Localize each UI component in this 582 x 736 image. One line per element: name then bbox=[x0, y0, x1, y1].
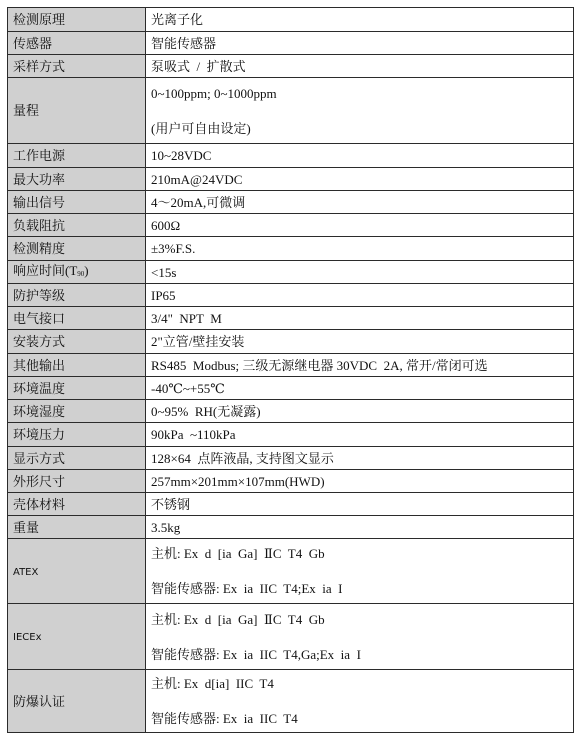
label-installation: 安装方式 bbox=[8, 330, 146, 354]
label-sensor: 传感器 bbox=[8, 32, 146, 55]
row-max-power bbox=[8, 168, 574, 191]
row-accuracy bbox=[8, 237, 574, 261]
row-detection-principle bbox=[8, 8, 574, 32]
row-ambient-temperature bbox=[8, 377, 574, 400]
label-ambient-pressure: 环境压力 bbox=[8, 423, 146, 447]
value-explosion-proof-certification bbox=[146, 670, 574, 733]
value-dimensions: 257mm×201mm×107mm(HWD) bbox=[146, 470, 574, 493]
label-ambient-temperature: 环境温度 bbox=[8, 377, 146, 400]
value-electrical-interface: 3/4" NPT M bbox=[146, 307, 574, 330]
label-output-signal: 输出信号 bbox=[8, 191, 146, 214]
atex-label-text: ATEX bbox=[13, 566, 39, 578]
value-ambient-temperature: -40℃~+55℃ bbox=[146, 377, 574, 400]
row-power-supply bbox=[8, 144, 574, 168]
label-ambient-humidity: 环境湿度 bbox=[8, 400, 146, 423]
value-detection-principle: 光离子化 bbox=[146, 8, 574, 32]
label-electrical-interface: 电气接口 bbox=[8, 307, 146, 330]
row-weight bbox=[8, 516, 574, 539]
label-iecex bbox=[8, 604, 146, 670]
value-housing-material: 不锈钢 bbox=[146, 493, 574, 516]
label-accuracy: 检测精度 bbox=[8, 237, 146, 261]
row-explosion-proof-certification bbox=[8, 670, 574, 733]
iecex-smart-sensor: 智能传感器: Ex ia IIC T4,Ga;Ex ia I bbox=[151, 646, 361, 662]
row-installation bbox=[8, 330, 574, 354]
iecex-label-text: IECEx bbox=[13, 632, 42, 643]
row-dimensions bbox=[8, 470, 574, 493]
value-atex bbox=[146, 539, 574, 604]
range-values: 0~100ppm; 0~1000ppm bbox=[151, 85, 277, 101]
label-load-impedance: 负载阻抗 bbox=[8, 214, 146, 237]
label-range: 量程 bbox=[8, 78, 146, 144]
label-response-time bbox=[8, 261, 146, 284]
label-power-supply: 工作电源 bbox=[8, 144, 146, 168]
label-weight: 重量 bbox=[8, 516, 146, 539]
row-sensor bbox=[8, 32, 574, 55]
certification-main-unit: 主机: Ex d[ia] IIC T4 bbox=[151, 676, 274, 691]
spec-table bbox=[7, 7, 574, 733]
row-display-mode bbox=[8, 447, 574, 470]
value-weight: 3.5kg bbox=[146, 516, 574, 539]
value-max-power: 210mA@24VDC bbox=[146, 168, 574, 191]
iecex-main-unit: 主机: Ex d [ia Ga] ⅡC T4 Gb bbox=[151, 611, 325, 627]
label-atex bbox=[8, 539, 146, 604]
row-housing-material bbox=[8, 493, 574, 516]
label-detection-principle: 检测原理 bbox=[8, 8, 146, 32]
response-time-label-end: ) bbox=[84, 262, 89, 278]
label-explosion-proof-certification: 防爆认证 bbox=[8, 670, 146, 733]
response-time-label-text: 响应时间(T bbox=[13, 262, 78, 278]
row-range bbox=[8, 78, 574, 144]
label-other-output: 其他输出 bbox=[8, 354, 146, 377]
value-output-signal: 4～20mA,可微调 bbox=[146, 191, 574, 214]
certification-smart-sensor: 智能传感器: Ex ia IIC T4 bbox=[151, 711, 298, 726]
row-load-impedance bbox=[8, 214, 574, 237]
label-housing-material: 壳体材料 bbox=[8, 493, 146, 516]
atex-smart-sensor: 智能传感器: Ex ia IIC T4;Ex ia I bbox=[151, 581, 343, 596]
label-display-mode: 显示方式 bbox=[8, 447, 146, 470]
value-response-time: <15s bbox=[146, 261, 574, 284]
row-sampling-method bbox=[8, 55, 574, 78]
row-other-output bbox=[8, 354, 574, 377]
row-iecex bbox=[8, 604, 574, 670]
value-ambient-pressure: 90kPa ~110kPa bbox=[146, 423, 574, 447]
label-dimensions: 外形尺寸 bbox=[8, 470, 146, 493]
row-ambient-pressure bbox=[8, 423, 574, 447]
value-range bbox=[146, 78, 574, 144]
row-protection-level bbox=[8, 284, 574, 307]
row-ambient-humidity bbox=[8, 400, 574, 423]
atex-main-unit: 主机: Ex d [ia Ga] ⅡC T4 Gb bbox=[151, 546, 325, 561]
label-protection-level: 防护等级 bbox=[8, 284, 146, 307]
label-sampling-method: 采样方式 bbox=[8, 55, 146, 78]
value-ambient-humidity: 0~95% RH(无凝露) bbox=[146, 400, 574, 423]
value-installation: 2"立管/壁挂安装 bbox=[146, 330, 574, 354]
value-other-output: RS485 Modbus; 三级无源继电器 30VDC 2A, 常开/常闭可选 bbox=[146, 354, 574, 377]
value-protection-level: IP65 bbox=[146, 284, 574, 307]
value-iecex bbox=[146, 604, 574, 670]
row-electrical-interface bbox=[8, 307, 574, 330]
value-sampling-method: 泵吸式 / 扩散式 bbox=[146, 55, 574, 78]
value-accuracy: ±3%F.S. bbox=[146, 237, 574, 261]
row-response-time bbox=[8, 261, 574, 284]
row-output-signal bbox=[8, 191, 574, 214]
label-max-power: 最大功率 bbox=[8, 168, 146, 191]
range-note: (用户可自由设定) bbox=[151, 120, 251, 136]
value-load-impedance: 600Ω bbox=[146, 214, 574, 237]
row-atex bbox=[8, 539, 574, 604]
value-power-supply: 10~28VDC bbox=[146, 144, 574, 168]
value-display-mode: 128×64 点阵液晶, 支持图文显示 bbox=[146, 447, 574, 470]
value-sensor: 智能传感器 bbox=[146, 32, 574, 55]
response-time-subscript: 90 bbox=[77, 269, 85, 278]
